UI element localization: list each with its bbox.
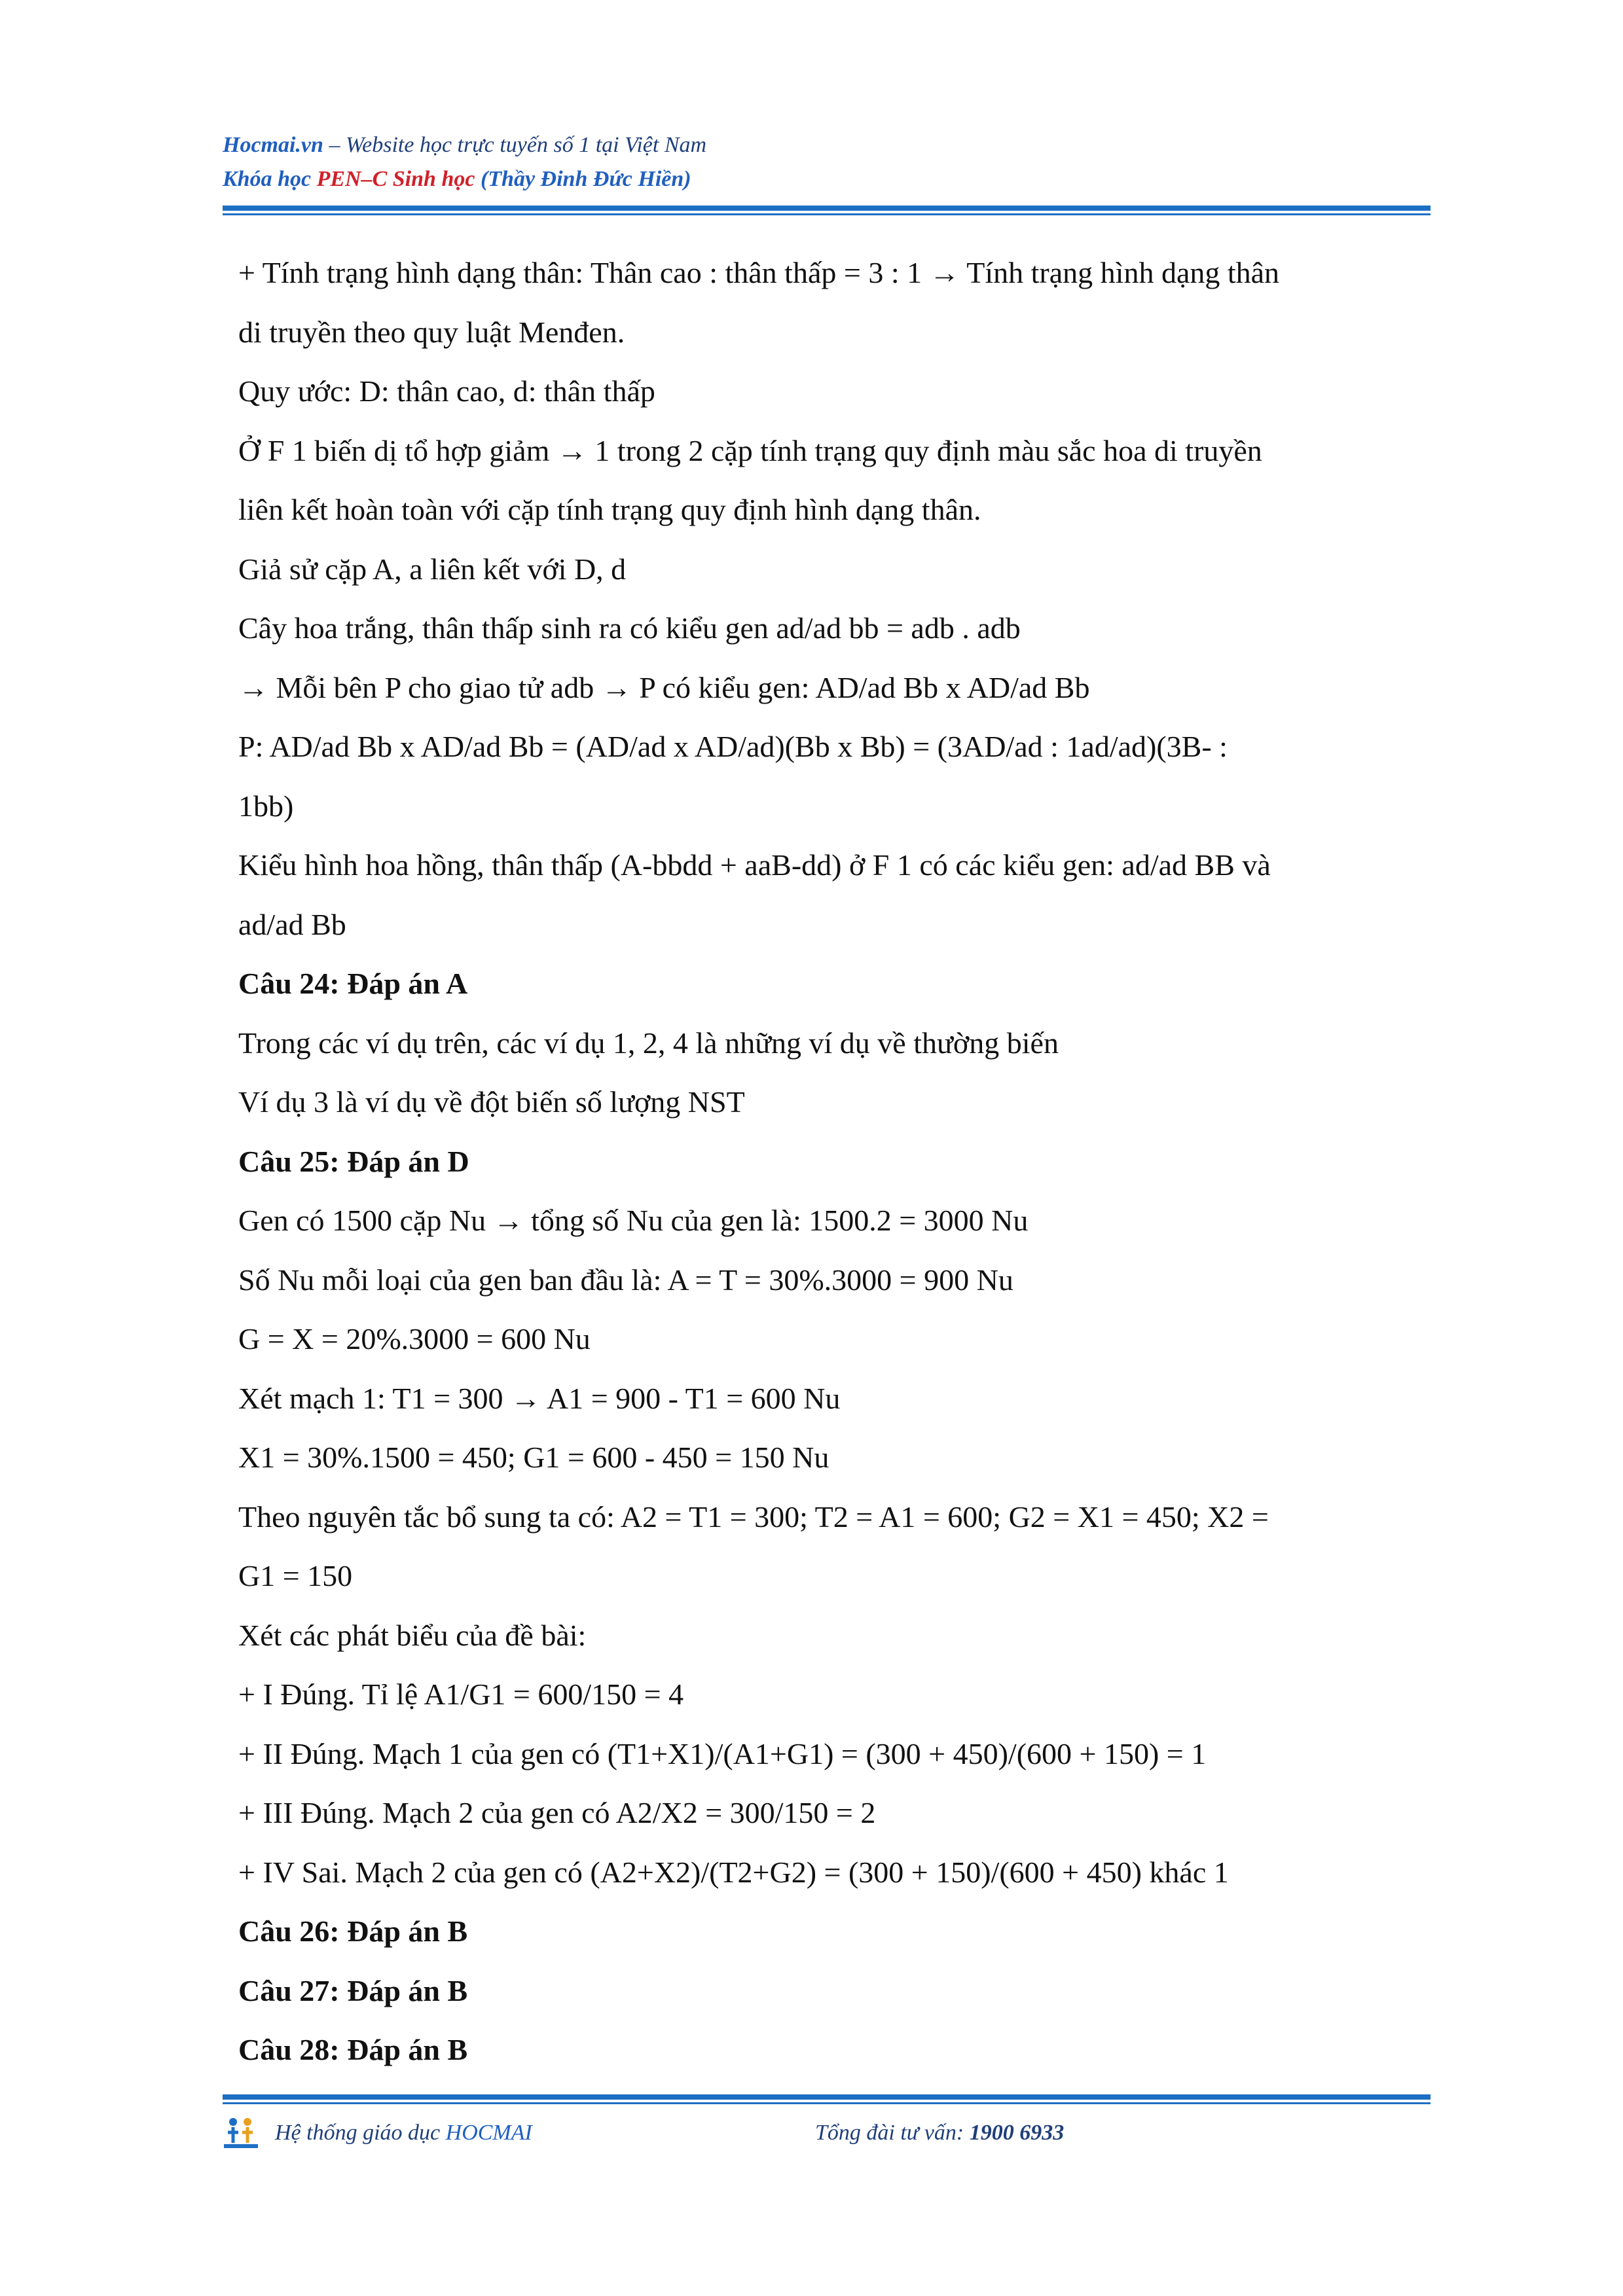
answer-heading: Câu 26: Đáp án B <box>238 1914 468 1948</box>
text-line: + I Đúng. Tỉ lệ A1/G1 = 600/150 = 4 <box>238 1677 684 1711</box>
site-tagline: – Website học trực tuyến số 1 tại Việt Nam <box>323 133 707 157</box>
answer-heading: Câu 28: Đáp án B <box>238 2033 468 2066</box>
header-rule-thick <box>223 206 1431 211</box>
footer-left-prefix: Hệ thống giáo dục <box>275 2121 446 2145</box>
text-line: Giả sử cặp A, a liên kết với D, d <box>238 552 627 586</box>
text-line: Cây hoa trắng, thân thấp sinh ra có kiểu gen ad/ad bb = adb . adb <box>238 611 1021 645</box>
text-line: Quy ước: D: thân cao, d: thân thấp <box>238 374 655 408</box>
text-line: Ví dụ 3 là ví dụ về đột biến số lượng NST <box>238 1085 745 1119</box>
text-line: G = X = 20%.3000 = 600 Nu <box>238 1322 591 1355</box>
footer-rule-thick <box>223 2094 1431 2100</box>
header-rule-thin <box>223 213 1431 215</box>
text-line: Xét mạch 1: T1 = 300 → A1 = 900 - T1 = 600 Nu <box>238 1381 841 1415</box>
course-name: PEN–C Sinh học <box>316 167 475 191</box>
footer-system-text <box>275 2121 532 2145</box>
text-line: + Tính trạng hình dạng thân: Thân cao : thân thấp = 3 : 1 → Tính trạng hình dạng thân <box>238 256 1280 289</box>
header-line-site <box>223 128 1431 162</box>
footer-brand: HOCMAI <box>445 2121 532 2145</box>
text-line: + IV Sai. Mạch 2 của gen có (A2+X2)/(T2+G2) = (300 + 150)/(600 + 450) khác 1 <box>238 1855 1229 1889</box>
footer-hotline-text <box>815 2121 1064 2145</box>
text-line: Số Nu mỗi loại của gen ban đầu là: A = T = 30%.3000 = 900 Nu <box>238 1263 1013 1297</box>
footer-hotline-label: Tổng đài tư vấn: <box>815 2121 970 2145</box>
text-line: Kiểu hình hoa hồng, thân thấp (A-bbdd + aaB-dd) ở F 1 có các kiểu gen: ad/ad BB và <box>238 848 1271 882</box>
answer-heading: Câu 24: Đáp án A <box>238 967 468 1000</box>
text-line: Trong các ví dụ trên, các ví dụ 1, 2, 4 là những ví dụ về thường biến <box>238 1026 1059 1060</box>
header-line-course <box>223 162 1431 196</box>
text-line: Ở F 1 biến dị tổ hợp giảm → 1 trong 2 cặp tính trạng quy định màu sắc hoa di truyền <box>238 433 1262 467</box>
course-teacher: (Thầy Đinh Đức Hiền) <box>475 167 691 191</box>
text-line: Gen có 1500 cặp Nu → tổng số Nu của gen là: 1500.2 = 3000 Nu <box>238 1204 1029 1237</box>
footer-hotline-number: 1900 6933 <box>969 2121 1065 2145</box>
hocmai-logo-icon <box>223 2115 259 2152</box>
text-line: → Mỗi bên P cho giao tử adb → P có kiểu gen: AD/ad Bb x AD/ad Bb <box>238 670 1090 704</box>
page-footer <box>223 2115 1431 2155</box>
text-line: Xét các phát biểu của đề bài: <box>238 1618 587 1652</box>
text-line: 1bb) <box>238 789 294 823</box>
text-line: X1 = 30%.1500 = 450; G1 = 600 - 450 = 150 Nu <box>238 1441 830 1474</box>
text-line: liên kết hoàn toàn với cặp tính trạng quy định hình dạng thân. <box>238 493 981 526</box>
text-line: di truyền theo quy luật Menđen. <box>238 315 625 349</box>
text-line: ad/ad Bb <box>238 907 346 941</box>
text-line: Theo nguyên tắc bổ sung ta có: A2 = T1 = 300; T2 = A1 = 600; G2 = X1 = 450; X2 = <box>238 1499 1269 1534</box>
text-line: G1 = 150 <box>238 1559 353 1592</box>
site-name: Hocmai.vn <box>223 133 323 157</box>
answer-heading: Câu 27: Đáp án B <box>238 1973 468 2007</box>
footer-rule-thin <box>223 2102 1431 2104</box>
text-line: + II Đúng. Mạch 1 của gen có (T1+X1)/(A1+G1) = (300 + 450)/(600 + 150) = 1 <box>238 1736 1207 1770</box>
text-line: + III Đúng. Mạch 2 của gen có A2/X2 = 300/150 = 2 <box>238 1796 876 1829</box>
page-header <box>223 128 1431 196</box>
page-content <box>238 243 1427 2080</box>
text-line: P: AD/ad Bb x AD/ad Bb = (AD/ad x AD/ad)(Bb x Bb) = (3AD/ad : 1ad/ad)(3B- : <box>238 730 1228 763</box>
answer-heading: Câu 25: Đáp án D <box>238 1144 469 1178</box>
course-prefix: Khóa học <box>223 167 317 191</box>
